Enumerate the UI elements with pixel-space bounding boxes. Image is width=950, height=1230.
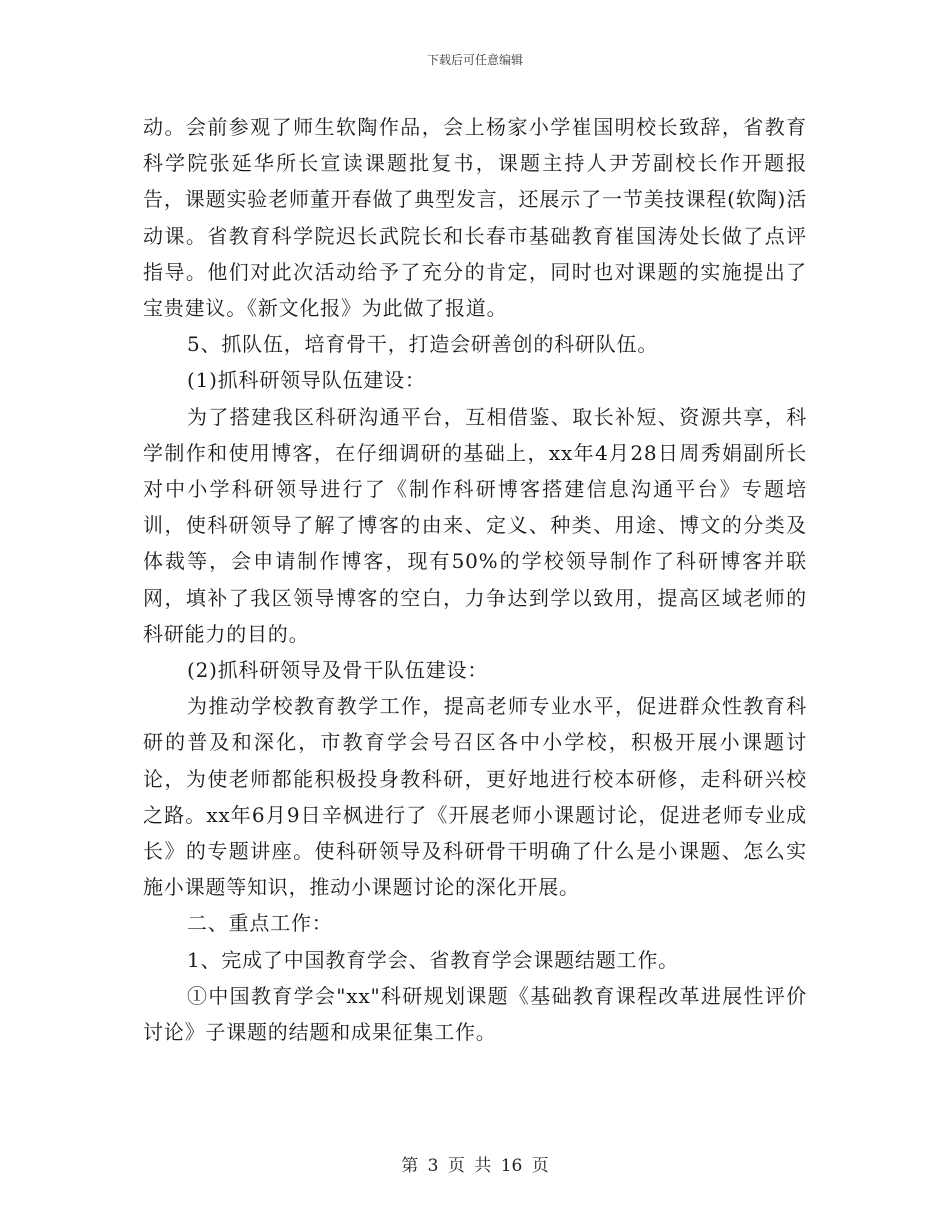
list-item-sub-project: ①中国教育学会"xx"科研规划课题《基础教育课程改革进展性评价讨论》子课题的结题和成果征集工作。: [143, 983, 807, 1045]
document-body: [143, 109, 807, 1050]
page-header: 下载后可任意编辑: [426, 53, 523, 67]
paragraph-small-topic-research: 为推动学校教育教学工作，提高老师专业水平，促进群众性教育科研的普及和深化，市教育学会号召区各中小学校，积极开展小课题讨论，为使老师都能积极投身教科研，更好地进行校本研修，走科研兴校之路。xx年6月9日辛枫进行了《开展老师小课题讨论，促进老师专业成长》的专题讲座。使科研领导及科研骨干明确了什么是小课题、怎么实施小课题等知识，推动小课题讨论的深化开展。: [143, 694, 807, 900]
paragraph-continuation: 动。会前参观了师生软陶作品，会上杨家小学崔国明校长致辞，省教育科学院张延华所长宣读课题批复书，课题主持人尹芳副校长作开题报告，课题实验老师董开春做了典型发言，还展示了一节美技课程(软陶)活动课。省教育科学院迟长武院长和长春市基础教育崔国涛处长做了点评指导。他们对此次活动给予了充分的肯定，同时也对课题的实施提出了宝贵建议。《新文化报》为此做了报道。: [143, 115, 807, 321]
section-heading-team-building: 5、抓队伍，培育骨干，打造会研善创的科研队伍。: [187, 332, 659, 357]
paragraph-blog-training: 为了搭建我区科研沟通平台，互相借鉴、取长补短、资源共享，科学制作和使用博客，在仔细调研的基础上，xx年4月28日周秀娟副所长对中小学科研领导进行了《制作科研博客搭建信息沟通平台》专题培训，使科研领导了解了博客的由来、定义、种类、用途、博文的分类及体裁等，会申请制作博客，现有50%的学校领导制作了科研博客并联网，填补了我区领导博客的空白，力争达到学以致用，提高区域老师的科研能力的目的。: [143, 404, 807, 646]
list-item-project-conclusion: 1、完成了中国教育学会、省教育学会课题结题工作。: [187, 947, 679, 972]
page-footer: 第 3 页 共 16 页: [401, 1156, 549, 1176]
subheading-leadership-team: (1)抓科研领导队伍建设：: [187, 368, 426, 393]
section-heading-key-work: 二、重点工作：: [187, 911, 333, 936]
subheading-backbone-team: (2)抓科研领导及骨干队伍建设：: [187, 658, 489, 683]
